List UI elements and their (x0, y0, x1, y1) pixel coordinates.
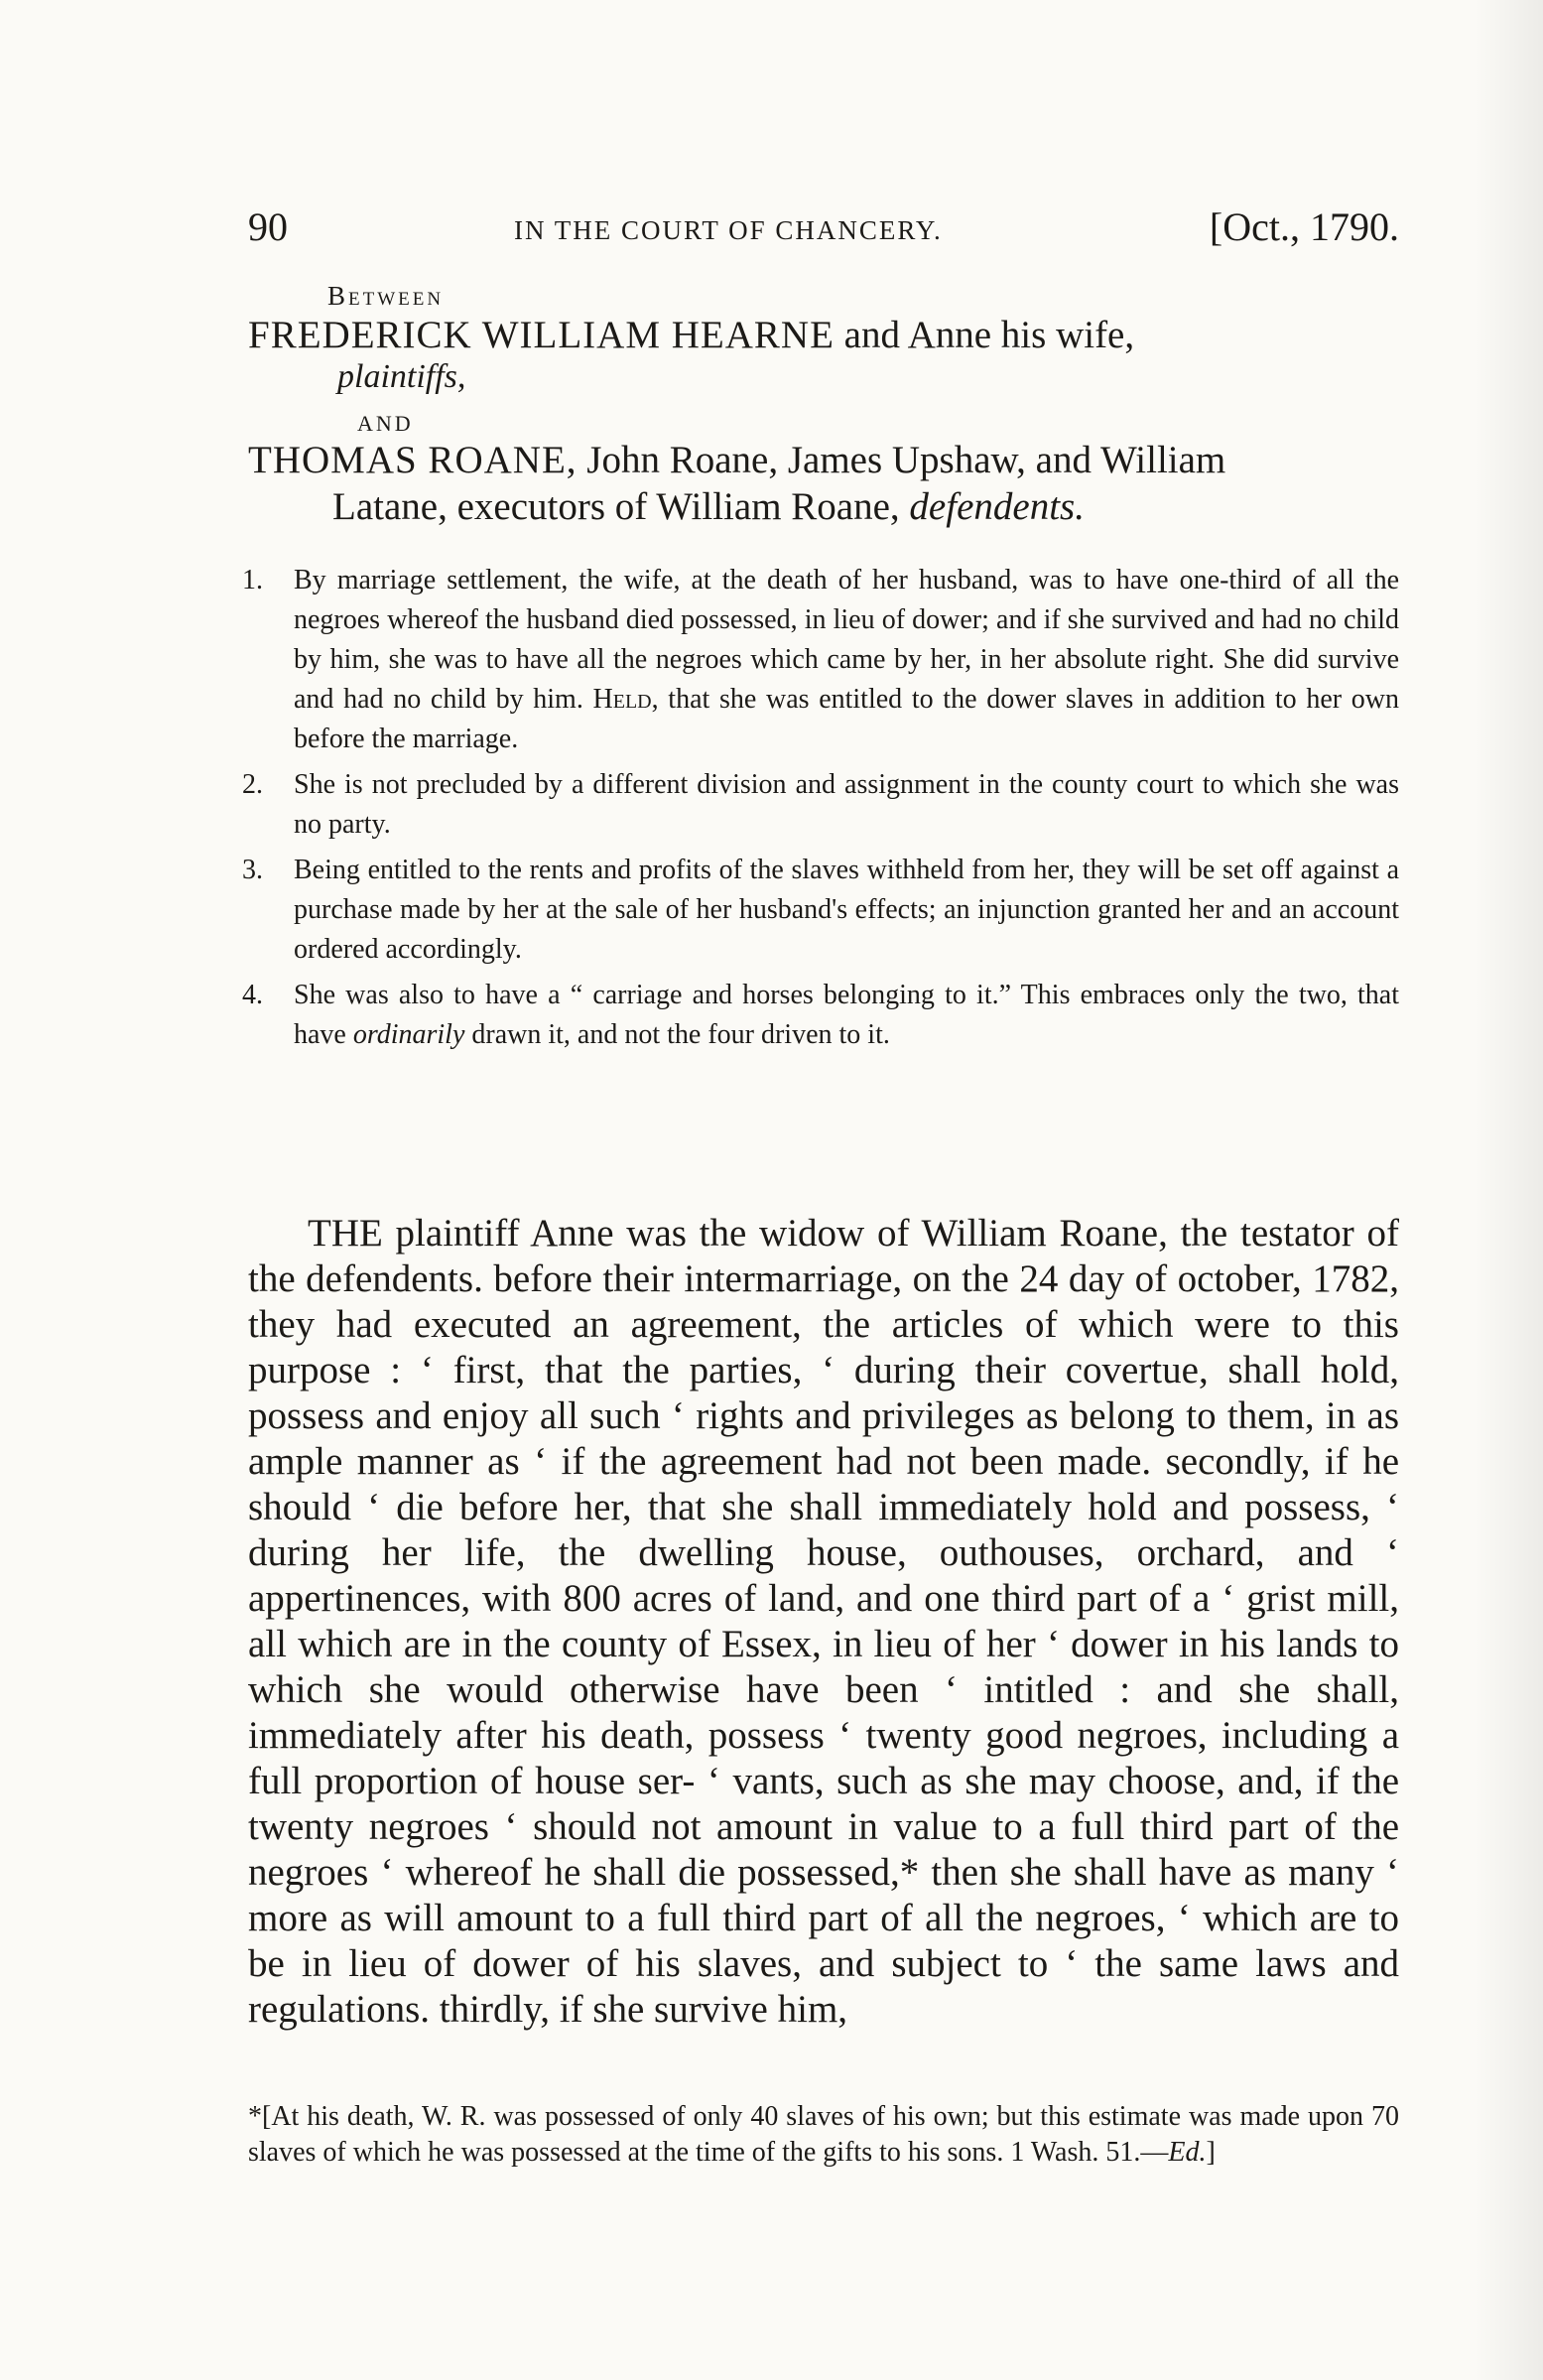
plaintiffs-role: plaintiffs, (337, 358, 466, 395)
page-edge-shadow (1474, 0, 1543, 2380)
headnote-number: 1. (242, 565, 263, 595)
headnote-4 (242, 976, 1399, 1055)
and-label: AND (357, 411, 414, 436)
headnotes (242, 561, 1399, 1061)
plaintiffs-line (248, 314, 1399, 357)
headnote-text: Being entitled to the rents and profits of the slaves withheld from her, they will be set off against a purchase made by her at the sale of her husband's effects; an injunction granted her and an account ordered accordingly. (294, 855, 1399, 965)
header-date: [Oct., 1790. (1209, 204, 1399, 249)
headnote-text: She is not precluded by a different division and assignment in the county court to which she was no party. (294, 769, 1399, 840)
footnote-text: *[At his death, W. R. was possessed of only 40 slaves of his own; but this estimate was made upon 70 slaves of which he was possessed at the time of the gifts to his sons. 1 Wash. 51.— (248, 2101, 1399, 2168)
opinion-paragraph: THE plaintiff Anne was the widow of William Roane, the testator of the defendents. before their intermarriage, on the 24 day of october, 1782, they had executed an agreement, the articles of which were to this purpose : ‘ first, that the parties, ‘ during their covertue, shall hold, possess and enjoy all such ‘ rights and privileges as belong to them, in as ample manner as ‘ if the agreement had not been made. secondly, if he should ‘ die before her, that she shall immediately hold and possess, ‘ during her life, the dwelling house, outhouses, orchard, and ‘ appertinences, with 800 acres of land, and one third part of a ‘ grist mill, all which are in the county of Essex, in lieu of her ‘ dower in his lands to which she would otherwise have been ‘ intitled : and she shall, immediately after his death, possess ‘ twenty good negroes, including a full proportion of house ser- ‘ vants, such as she may choose, and, if the twenty negroes ‘ should not amount in value to a full third part of the negroes ‘ whereof he shall die possessed,* then she shall have as many ‘ more as will amount to a full third part of all the negroes, ‘ which are to be in lieu of dower of his slaves, and subject to ‘ the same laws and regulations. thirdly, if she survive him, (248, 1212, 1399, 2031)
defendants-line-cont (332, 484, 1399, 530)
headnote-text: drawn it, and not the four driven to it. (464, 1019, 890, 1050)
headnote-text: that she was entitled to the dower slaves in addition to her own before the marriage. (294, 684, 1399, 754)
plaintiff-rest: and Anne his wife, (834, 314, 1135, 356)
editor-mark: Ed. (1168, 2137, 1207, 2168)
headnote-text: She was also to have a “ carriage and horses belonging to it.” This embraces only the two, that have (294, 980, 1399, 1050)
defendants-cont-text: Latane, executors of William Roane, (332, 485, 910, 528)
footnote (248, 2099, 1399, 2171)
headnote-1 (242, 561, 1399, 759)
italic-word: ordinarily (352, 1019, 465, 1050)
running-header (248, 203, 1399, 263)
headnote-2 (242, 765, 1399, 845)
headnote-number: 4. (242, 980, 263, 1010)
defendant-name: THOMAS ROANE, (248, 439, 578, 481)
held-label: Held, (592, 684, 659, 715)
running-title: IN THE COURT OF CHANCERY. (514, 215, 943, 245)
headnote-text: By marriage settlement, the wife, at the death of her husband, was to have one-third of all the negroes whereof the husband died possessed, in lieu of dower; and if she survived and had no child by him, she was to have all the negroes which came by her, in her absolute right. She did survive and had no child by him. (294, 565, 1399, 715)
defendant-rest: John Roane, James Upshaw, and William (577, 439, 1226, 481)
case-caption (248, 281, 1399, 530)
headnote-3 (242, 851, 1399, 970)
headnote-number: 2. (242, 769, 263, 800)
plaintiff-name: FREDERICK WILLIAM HEARNE (248, 314, 835, 356)
defendants-role: defendents. (909, 485, 1085, 528)
opinion-body (248, 1211, 1399, 2033)
footnote-close: ] (1206, 2137, 1216, 2168)
between-label: Between (327, 281, 445, 311)
headnote-number: 3. (242, 855, 263, 885)
defendants-line (248, 437, 1399, 484)
page-number: 90 (248, 204, 288, 249)
